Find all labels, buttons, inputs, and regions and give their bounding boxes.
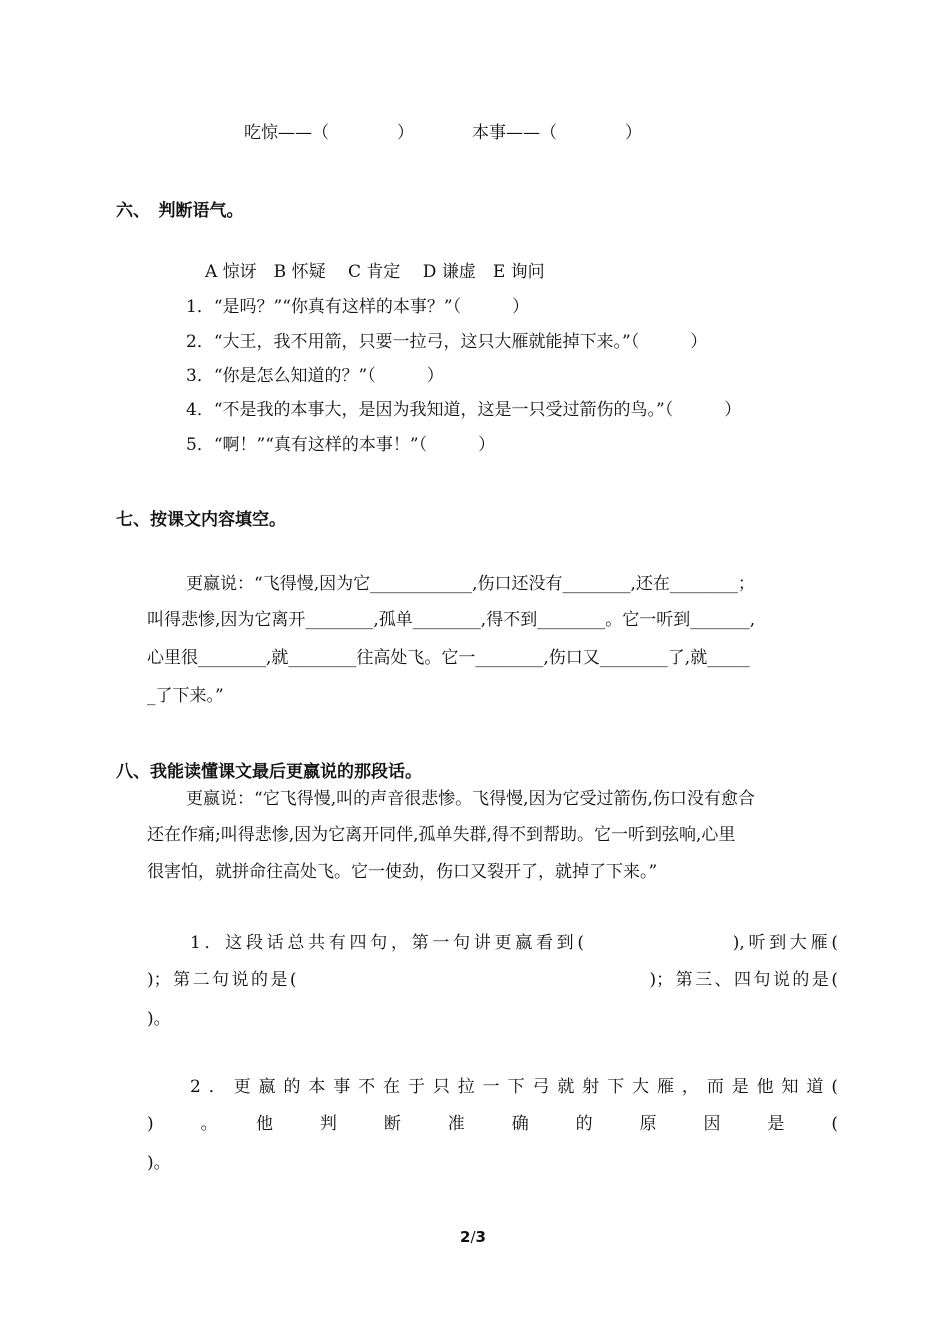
- tone-question-1: 1．“是吗？”“你真有这样的本事？”（ ）: [186, 297, 530, 317]
- question-1-line-3: )。: [147, 1009, 171, 1029]
- passage-line-3: 很害怕，就拼命往高处飞。它一使劲，伤口又裂开了，就掉了下来。”: [147, 862, 658, 882]
- page-number: [460, 1228, 486, 1246]
- fill-line-2: 叫得悲惨,因为它离开________,孤单________,得不到________。它一听到_______,: [147, 610, 756, 630]
- tone-question-2: 2．“大王，我不用箭，只要一拉弓，这只大雁就能掉下来。”（ ）: [186, 332, 708, 352]
- tone-question-3: 3．“你是怎么知道的？”（ ）: [186, 366, 444, 386]
- tone-question-5: 5．“啊！”“真有这样的本事！”（ ）: [186, 435, 496, 455]
- question-2-line-1: 2．更嬴的本事不在于只拉一下弓就射下大雁，而是他知道(: [190, 1077, 838, 1097]
- fill-line-3: 心里很________,就________往高处飞。它一________,伤口又________了,就_____: [147, 648, 750, 668]
- section-7-heading: 七、按课文内容填空。: [116, 510, 286, 530]
- section-6-heading: 六、 判断语气。: [116, 201, 244, 221]
- question-1-line-2: )；第二句说的是( )；第三、四句说的是(: [147, 970, 838, 990]
- tone-question-4: 4．“不是我的本事大，是因为我知道，这是一只受过箭伤的鸟。”（ ）: [186, 400, 742, 420]
- tone-options: A 惊讶 B 怀疑 C 肯定 D 谦虚 E 询问: [205, 262, 545, 282]
- fill-line-1: 更嬴说：“飞得慢,因为它____________,伤口还没有________,还在________；: [186, 574, 755, 594]
- fill-line-4: _了下来。”: [147, 686, 224, 706]
- page-separator: /: [470, 1228, 476, 1246]
- word-item-chijing: 吃惊——（ ）: [244, 123, 414, 143]
- section-8-heading: 八、我能读懂课文最后更嬴说的那段话。: [116, 762, 422, 782]
- passage-line-1: 更嬴说：“它飞得慢,叫的声音很悲惨。飞得慢,因为它受过箭伤,伤口没有愈合: [186, 789, 755, 809]
- passage-line-2: 还在作痛;叫得悲惨,因为它离开同伴,孤单失群,得不到帮助。它一听到弦响,心里: [147, 825, 736, 845]
- page-total: 3: [475, 1228, 486, 1246]
- question-1-line-1: 1．这段话总共有四句，第一句讲更嬴看到( ),听到大雁(: [190, 933, 838, 953]
- word-item-benshi: 本事——（ ）: [472, 123, 642, 143]
- page-current: 2: [460, 1228, 471, 1246]
- question-2-line-3: )。: [147, 1153, 171, 1173]
- question-2-line-2: ) 。 他 判 断 准 确 的 原 因 是 (: [147, 1114, 838, 1134]
